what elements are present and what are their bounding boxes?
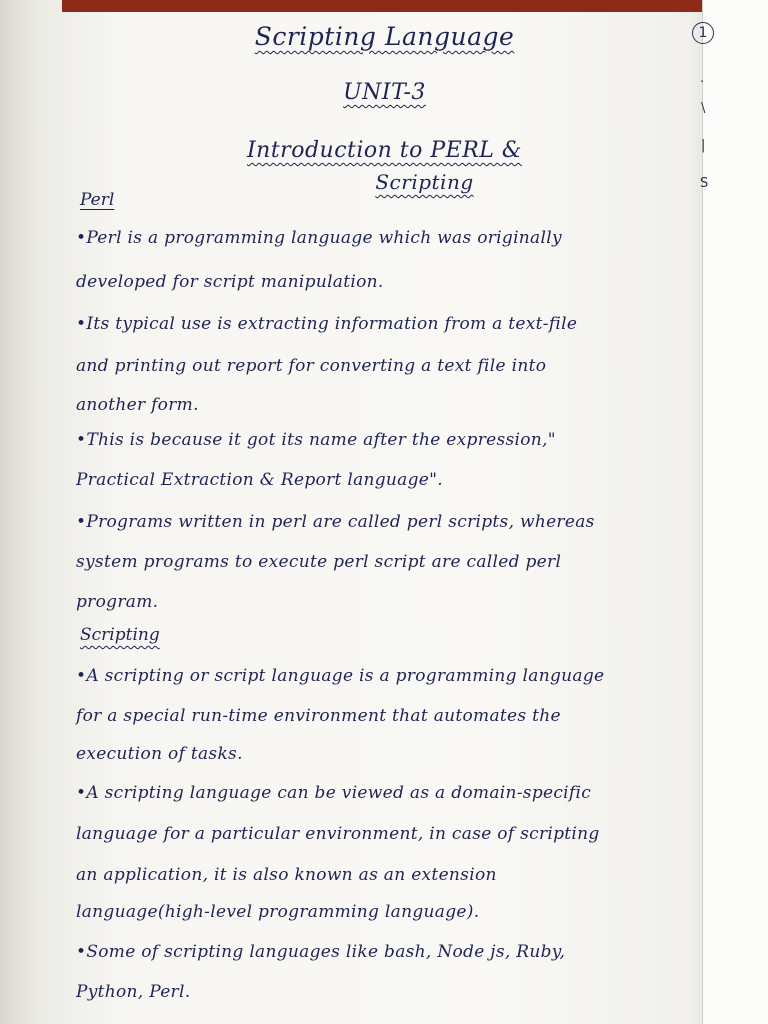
note-line: language(high-level programming language). — [76, 902, 480, 922]
note-line: •A scripting language can be viewed as a domain-specific — [76, 783, 592, 803]
section-heading-perl: Perl — [80, 190, 115, 210]
facing-page-edge — [702, 0, 768, 1024]
note-line: •Programs written in perl are called perl scripts, whereas — [76, 512, 595, 532]
page-title: Scripting Language — [254, 22, 515, 51]
side-mark: \ — [701, 101, 706, 116]
note-line: •Perl is a programming language which was originally — [76, 228, 562, 248]
note-line: program. — [76, 592, 159, 612]
note-line: •Its typical use is extracting information from a text-file — [76, 314, 578, 334]
note-line: Python, Perl. — [76, 982, 191, 1002]
note-line: execution of tasks. — [76, 744, 243, 764]
unit-label: UNIT-3 — [343, 80, 426, 105]
section-heading-scripting: Scripting — [80, 625, 160, 645]
side-mark: | — [701, 138, 706, 153]
note-line: another form. — [76, 395, 199, 415]
note-line: an application, it is also known as an extension — [76, 865, 497, 885]
note-line: language for a particular environment, in case of scripting — [76, 824, 600, 844]
side-mark: . — [700, 71, 705, 86]
note-line: •Some of scripting languages like bash, Node js, Ruby, — [76, 942, 566, 962]
note-line: for a special run-time environment that automates the — [76, 706, 561, 726]
note-line: •This is because it got its name after the expression," — [76, 430, 556, 450]
page-number-circle: 1 — [692, 22, 714, 44]
note-line: developed for script manipulation. — [76, 272, 384, 292]
topic-heading-line1: Introduction to PERL & — [246, 138, 522, 163]
note-line: Practical Extraction & Report language". — [76, 470, 443, 490]
note-line: •A scripting or script language is a programming language — [76, 666, 605, 686]
side-mark: S — [700, 176, 709, 191]
topic-heading-line2: Scripting — [375, 170, 474, 194]
notebook-binding-strip — [62, 0, 702, 12]
note-line: and printing out report for converting a text file into — [76, 356, 547, 376]
note-line: system programs to execute perl script are called perl — [76, 552, 562, 572]
